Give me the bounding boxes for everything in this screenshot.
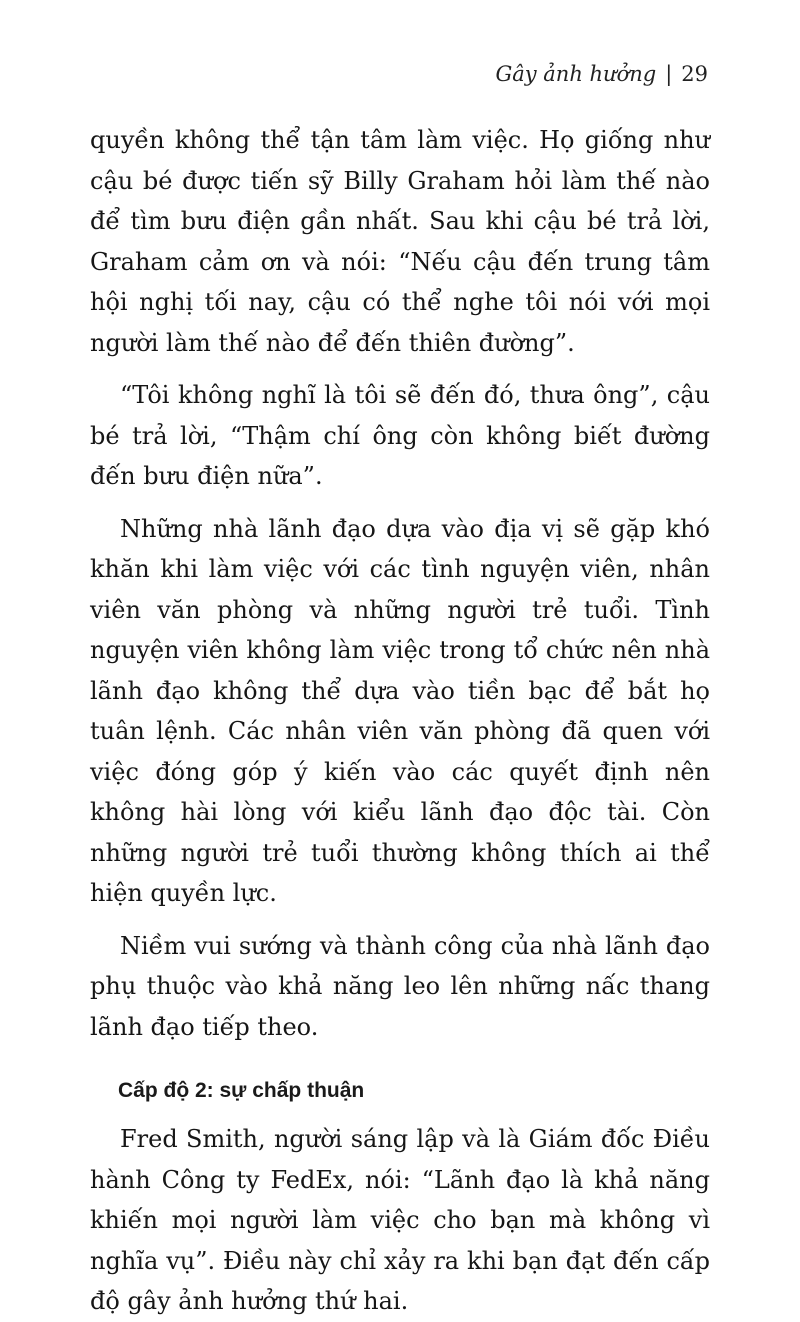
paragraph-3: Những nhà lãnh đạo dựa vào địa vị sẽ gặp khó khăn khi làm việc với các tình nguyện viên, nhân viên văn phòng và những người trẻ tuổi. Tình nguyện viên không làm việc trong tổ chức nên nhà lãnh đạo không thể dựa vào tiền bạc để bắt họ tuân lệnh. Các nhân viên văn phòng đã quen với việc đóng góp ý kiến vào các quyết định nên không hài lòng với kiểu lãnh đạo độc tài. Còn những người trẻ tuổi thường không thích ai thể hiện quyền lực.	[90, 514, 710, 907]
paragraph-5: Fred Smith, người sáng lập và là Giám đốc Điều hành Công ty FedEx, nói: “Lãnh đạo là khả năng khiến mọi người làm việc cho bạn mà không vì nghĩa vụ”. Điều này chỉ xảy ra khi bạn đạt đến cấp độ gây ảnh hưởng thứ hai.	[90, 1125, 710, 1315]
chapter-title: Gây ảnh hưởng	[495, 62, 657, 86]
paragraph-2: “Tôi không nghĩ là tôi sẽ đến đó, thưa ông”, cậu bé trả lời, “Thậm chí ông còn không biết đường đến bưu điện nữa”.	[90, 381, 710, 490]
paragraph-4: Niềm vui sướng và thành công của nhà lãnh đạo phụ thuộc vào khả năng leo lên những nấc thang lãnh đạo tiếp theo.	[90, 931, 710, 1041]
running-header	[495, 62, 708, 86]
page-body	[90, 120, 710, 1322]
section-heading: Cấp độ 2: sự chấp thuận	[118, 1079, 365, 1102]
header-separator: |	[665, 62, 673, 86]
paragraph-1: quyền không thể tận tâm làm việc. Họ giống như cậu bé được tiến sỹ Billy Graham hỏi làm thế nào để tìm bưu điện gần nhất. Sau khi cậu bé trả lời, Graham cảm ơn và nói: “Nếu cậu đến trung tâm hội nghị tối nay, cậu có thể nghe tôi nói với mọi người làm thế nào để đến thiên đường”.	[90, 126, 710, 357]
page-number: 29	[681, 62, 708, 86]
